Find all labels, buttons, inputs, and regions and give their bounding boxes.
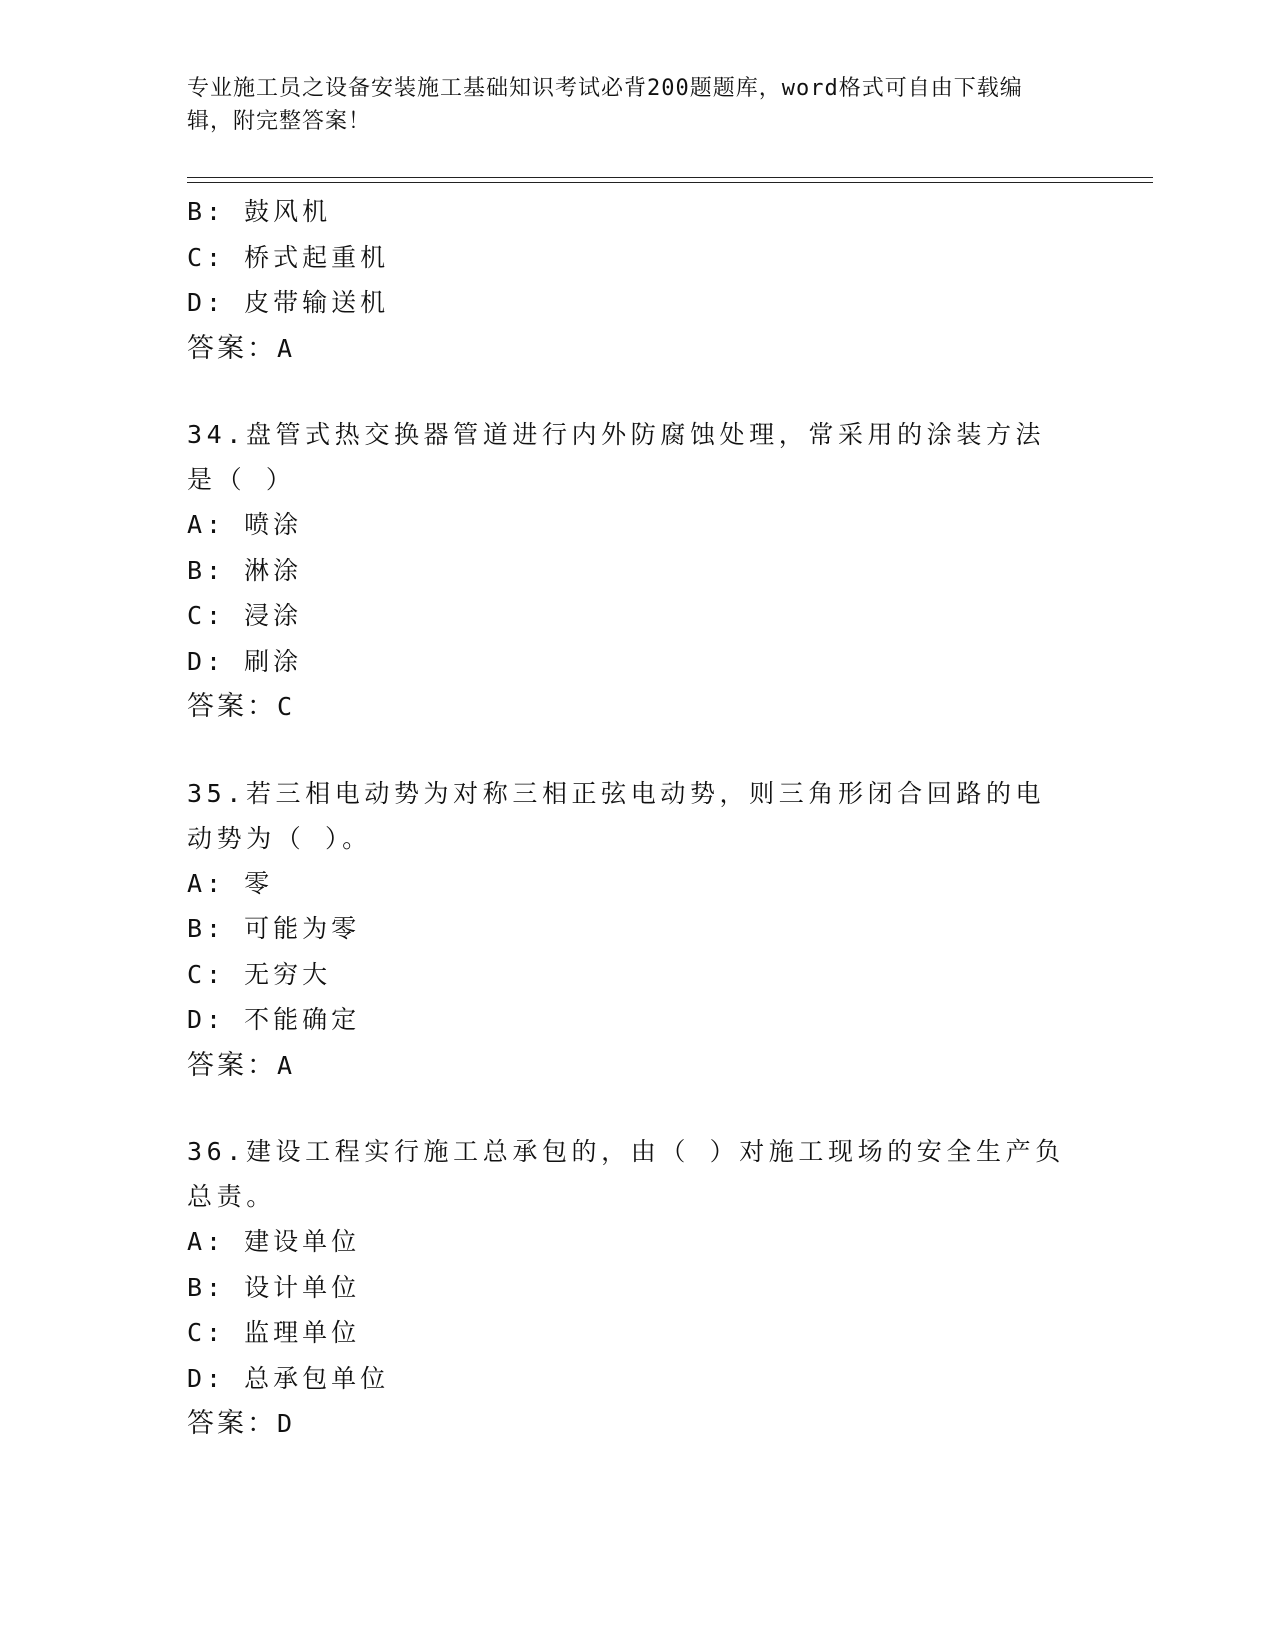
option-text: 刷涂: [244, 646, 303, 676]
answer-value: C: [277, 692, 294, 721]
option-b: [187, 906, 1087, 952]
option-text: 鼓风机: [244, 197, 332, 226]
option-letter: A:: [187, 868, 226, 898]
question-text: 34.盘管式热交换器管道进行内外防腐蚀处理，常采用的涂装方法是（ ）: [187, 420, 1046, 494]
carryover-question: [187, 189, 1087, 371]
spacer: [187, 730, 1087, 771]
option-text: 监理单位: [244, 1318, 361, 1347]
option-text: 无穷大: [244, 959, 332, 989]
answer-value: A: [277, 1050, 294, 1080]
option-text: 浸涂: [244, 601, 303, 630]
option-letter: B:: [187, 914, 226, 943]
option-text: 可能为零: [244, 914, 361, 943]
option-c: [187, 1310, 1087, 1356]
header-divider-bottom: [187, 182, 1153, 183]
answer-line: [187, 326, 1087, 372]
spacer: [187, 371, 1087, 412]
option-text: 总承包单位: [244, 1363, 390, 1393]
option-a: [187, 502, 1087, 548]
option-c: [187, 593, 1087, 639]
question-34: [187, 412, 1087, 730]
option-letter: C:: [187, 1318, 226, 1347]
question-36: [187, 1129, 1087, 1447]
option-d: [187, 1356, 1087, 1402]
option-letter: D:: [187, 1005, 226, 1034]
option-d: [187, 280, 1087, 326]
option-text: 皮带输送机: [244, 288, 390, 317]
question-text: 36.建设工程实行施工总承包的，由（ ）对施工现场的安全生产负总责。: [187, 1137, 1065, 1211]
option-text: 建设单位: [244, 1227, 361, 1256]
question-text: 35.若三相电动势为对称三相正弦电动势，则三角形闭合回路的电动势为（ ）。: [187, 778, 1046, 853]
answer-line: [187, 1043, 1087, 1089]
option-letter: C:: [187, 601, 226, 630]
answer-label: 答案：: [187, 1049, 277, 1080]
answer-label: 答案：: [187, 332, 277, 363]
option-letter: B:: [187, 1272, 226, 1302]
option-b: [187, 548, 1087, 594]
option-a: [187, 1219, 1087, 1265]
option-b: [187, 189, 1087, 235]
option-letter: C:: [187, 959, 226, 989]
option-text: 零: [244, 868, 274, 898]
option-b: [187, 1265, 1087, 1311]
option-c: [187, 952, 1087, 998]
option-letter: D:: [187, 288, 226, 317]
option-letter: B:: [187, 197, 226, 226]
question-35: [187, 771, 1087, 1089]
option-letter: A:: [187, 1227, 226, 1256]
option-text: 桥式起重机: [244, 242, 390, 272]
answer-label: 答案：: [187, 1408, 277, 1438]
option-text: 淋涂: [244, 555, 303, 585]
answer-line: [187, 684, 1087, 730]
option-text: 不能确定: [244, 1005, 361, 1034]
option-text: 设计单位: [244, 1272, 361, 1302]
option-letter: C:: [187, 242, 226, 272]
document-header: 专业施工员之设备安装施工基础知识考试必背200题题库，word格式可自由下载编辑，附完整答案！: [187, 76, 1023, 134]
option-c: [187, 235, 1087, 281]
document-body: [187, 189, 1087, 1447]
answer-line: [187, 1401, 1087, 1447]
option-letter: D:: [187, 1363, 226, 1393]
option-letter: B:: [187, 555, 226, 585]
answer-label: 答案：: [187, 691, 277, 721]
option-d: [187, 639, 1087, 685]
option-letter: A:: [187, 510, 226, 539]
option-d: [187, 997, 1087, 1043]
option-text: 喷涂: [244, 510, 303, 539]
answer-value: A: [277, 333, 294, 363]
answer-value: D: [277, 1409, 294, 1438]
spacer: [187, 1088, 1087, 1129]
option-letter: D:: [187, 646, 226, 676]
header-divider-top: [187, 177, 1153, 178]
option-a: [187, 861, 1087, 907]
